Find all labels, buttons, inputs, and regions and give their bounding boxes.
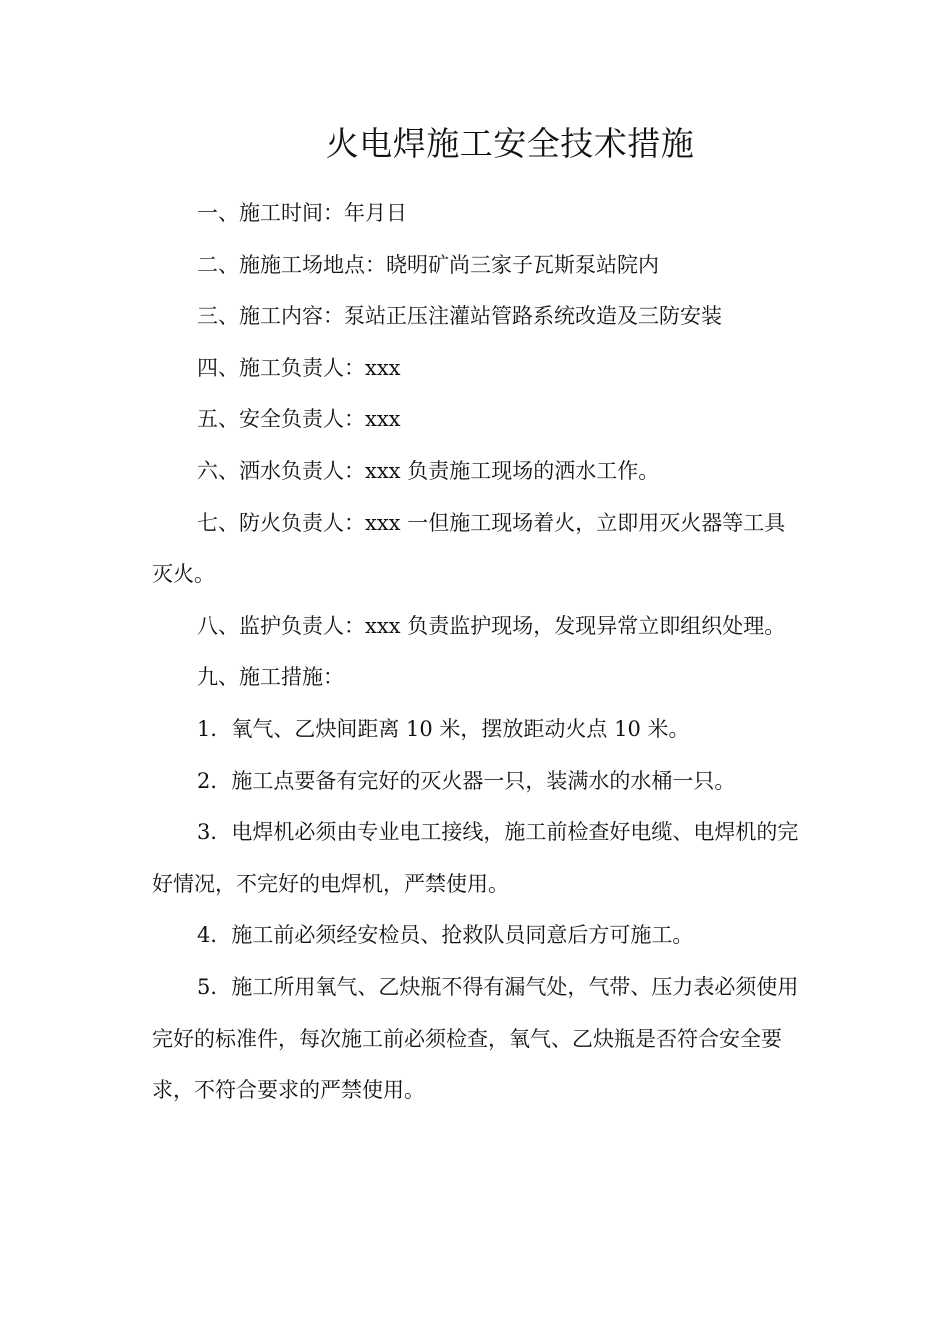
paragraph-supervision-leader: 八、监护负责人：xxx 负责监护现场，发现异常立即组织处理。: [197, 613, 786, 638]
measure-item-2: 2．施工点要备有完好的灭火器一只，装满水的水桶一只。: [197, 768, 736, 793]
paragraph-construction-measures-heading: 九、施工措施：: [197, 665, 344, 690]
measure-item-4: 4．施工前必须经安检员、抢救队员同意后方可施工。: [197, 923, 694, 948]
paragraph-construction-location: 二、施施工场地点：晓明矿尚三家子瓦斯泵站院内: [197, 252, 659, 277]
paragraph-water-leader: 六、洒水负责人：xxx 负责施工现场的洒水工作。: [197, 458, 660, 483]
measure-item-3: 3．电焊机必须由专业电工接线，施工前检查好电缆、电焊机的完好情况，不完好的电焊机，严禁使用。: [152, 820, 799, 896]
measure-item-5: 5．施工所用氧气、乙炔瓶不得有漏气处，气带、压力表必须使用完好的标准件，每次施工前必须检查，氧气、乙炔瓶是否符合安全要求，不符合要求的严禁使用。: [152, 974, 799, 1103]
paragraph-fire-prevention-leader: 七、防火负责人：xxx 一但施工现场着火，立即用灭火器等工具灭火。: [152, 510, 786, 587]
paragraph-construction-content: 三、施工内容：泵站正压注灌站管路系统改造及三防安装: [197, 304, 722, 329]
measure-item-1: 1．氧气、乙炔间距离 10 米，摆放距动火点 10 米。: [197, 716, 690, 741]
paragraph-construction-leader: 四、施工负责人：xxx: [197, 355, 401, 380]
document-title: 火电焊施工安全技术措施: [325, 124, 695, 163]
paragraph-construction-time: 一、施工时间：年月日: [197, 201, 407, 225]
document-body: [152, 188, 800, 1117]
paragraph-safety-leader: 五、安全负责人：xxx: [197, 407, 401, 432]
